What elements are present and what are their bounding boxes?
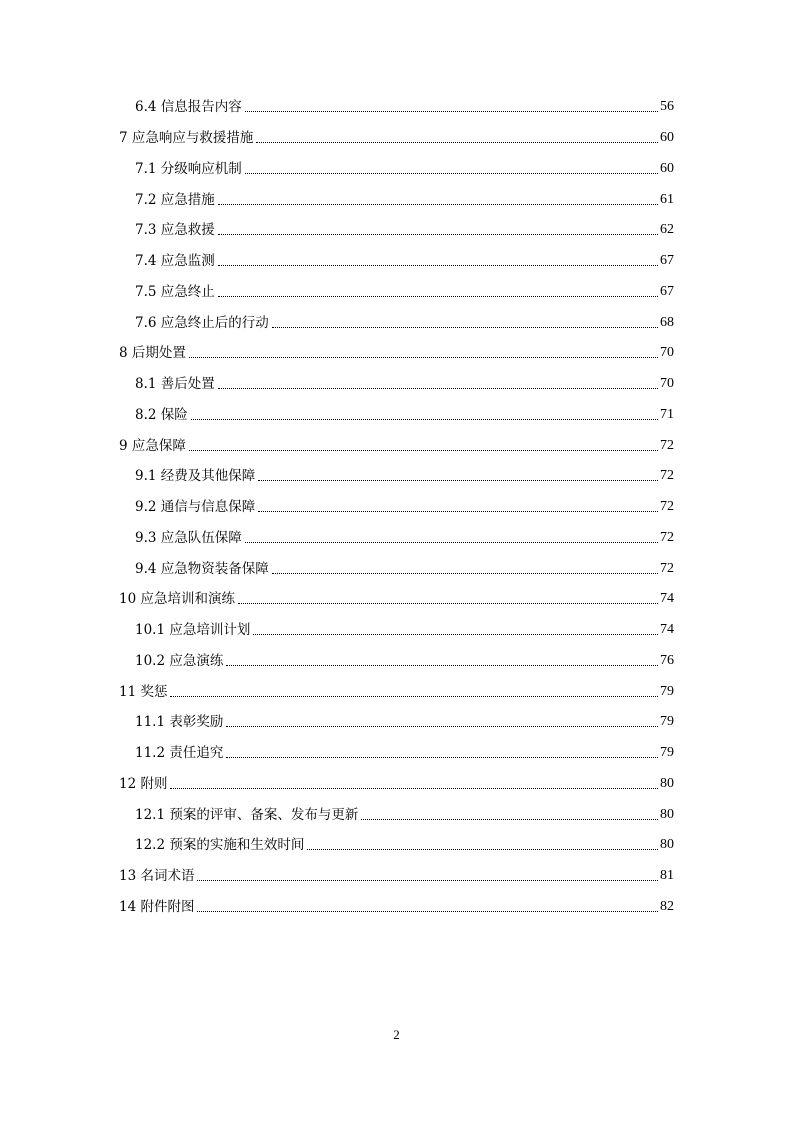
toc-entry-page: 60 bbox=[660, 130, 674, 145]
toc-entry[interactable] bbox=[135, 832, 674, 854]
toc-dot-leader bbox=[197, 911, 658, 912]
toc-dot-leader bbox=[170, 696, 658, 697]
toc-entry[interactable] bbox=[135, 217, 674, 239]
toc-entry-page: 79 bbox=[660, 684, 674, 699]
toc-entry-page: 72 bbox=[660, 438, 674, 453]
toc-entry-page: 70 bbox=[660, 376, 674, 391]
toc-entry[interactable] bbox=[119, 125, 674, 147]
toc-dot-leader bbox=[256, 142, 658, 143]
toc-entry-label: 8 后期处置 bbox=[119, 345, 186, 361]
toc-entry-label: 9.1 经费及其他保障 bbox=[135, 468, 256, 484]
toc-dot-leader bbox=[189, 450, 658, 451]
toc-entry[interactable] bbox=[119, 586, 674, 608]
toc-entry-page: 72 bbox=[660, 561, 674, 576]
toc-entry-label: 9.4 应急物资装备保障 bbox=[135, 561, 269, 577]
toc-entry-page: 74 bbox=[660, 622, 674, 637]
toc-entry-page: 67 bbox=[660, 253, 674, 268]
toc-dot-leader bbox=[245, 542, 658, 543]
toc-entry-label: 12.1 预案的评审、备案、发布与更新 bbox=[135, 807, 359, 823]
toc-entry-page: 60 bbox=[660, 161, 674, 176]
toc-entry-page: 71 bbox=[660, 407, 674, 422]
toc-entry-page: 72 bbox=[660, 468, 674, 483]
toc-entry-label: 7.4 应急监测 bbox=[135, 253, 215, 269]
toc-entry[interactable] bbox=[135, 617, 674, 639]
toc-entry-label: 7.1 分级响应机制 bbox=[135, 161, 242, 177]
page-number: 2 bbox=[393, 1027, 400, 1042]
toc-entry-label: 10 应急培训和演练 bbox=[119, 591, 235, 607]
toc-entry[interactable] bbox=[135, 402, 674, 424]
toc-entry-label: 14 附件附图 bbox=[119, 899, 195, 915]
toc-entry-label: 13 名词术语 bbox=[119, 868, 195, 884]
toc-entry-page: 81 bbox=[660, 868, 674, 883]
toc-entry-label: 8.1 善后处置 bbox=[135, 376, 215, 392]
toc-entry[interactable] bbox=[119, 863, 674, 885]
toc-entry-label: 10.1 应急培训计划 bbox=[135, 622, 251, 638]
toc-entry[interactable] bbox=[119, 433, 674, 455]
toc-dot-leader bbox=[218, 204, 658, 205]
toc-entry[interactable] bbox=[135, 248, 674, 270]
toc-dot-leader bbox=[191, 419, 658, 420]
toc-entry[interactable] bbox=[135, 156, 674, 178]
toc-entry[interactable] bbox=[135, 463, 674, 485]
toc-dot-leader bbox=[218, 265, 658, 266]
toc-entry-page: 82 bbox=[660, 899, 674, 914]
toc-entry[interactable] bbox=[119, 771, 674, 793]
toc-entry-label: 9 应急保障 bbox=[119, 438, 186, 454]
toc-dot-leader bbox=[189, 357, 658, 358]
toc-entry-label: 7.3 应急救援 bbox=[135, 222, 215, 238]
toc-entry[interactable] bbox=[135, 648, 674, 670]
toc-dot-leader bbox=[272, 327, 658, 328]
toc-entry-page: 68 bbox=[660, 315, 674, 330]
toc-dot-leader bbox=[258, 511, 658, 512]
toc-entry-label: 10.2 应急演练 bbox=[135, 653, 224, 669]
toc-dot-leader bbox=[218, 234, 658, 235]
toc-entry-page: 74 bbox=[660, 591, 674, 606]
toc-entry-page: 62 bbox=[660, 222, 674, 237]
toc-entry-page: 56 bbox=[660, 99, 674, 114]
toc-entry[interactable] bbox=[135, 371, 674, 393]
toc-dot-leader bbox=[218, 388, 658, 389]
toc-entry-label: 8.2 保险 bbox=[135, 407, 188, 423]
toc-entry[interactable] bbox=[135, 279, 674, 301]
toc-entry-label: 6.4 信息报告内容 bbox=[135, 99, 242, 115]
toc-entry[interactable] bbox=[135, 525, 674, 547]
toc-entry-page: 72 bbox=[660, 530, 674, 545]
toc-entry-label: 12 附则 bbox=[119, 776, 168, 792]
toc-entry-page: 70 bbox=[660, 345, 674, 360]
toc-dot-leader bbox=[361, 819, 658, 820]
toc-entry-label: 7 应急响应与救援措施 bbox=[119, 130, 254, 146]
toc-entry[interactable] bbox=[135, 709, 674, 731]
toc-dot-leader bbox=[253, 634, 658, 635]
toc-entry-page: 80 bbox=[660, 837, 674, 852]
toc-dot-leader bbox=[245, 173, 658, 174]
toc-dot-leader bbox=[238, 603, 658, 604]
toc-entry-page: 61 bbox=[660, 192, 674, 207]
toc-entry[interactable] bbox=[135, 556, 674, 578]
toc-entry[interactable] bbox=[135, 494, 674, 516]
toc-entry-page: 76 bbox=[660, 653, 674, 668]
toc-entry-page: 79 bbox=[660, 714, 674, 729]
toc-dot-leader bbox=[226, 757, 658, 758]
toc-entry-label: 9.3 应急队伍保障 bbox=[135, 530, 242, 546]
toc-entry-label: 7.2 应急措施 bbox=[135, 192, 215, 208]
toc-dot-leader bbox=[226, 665, 658, 666]
toc-entry[interactable] bbox=[135, 310, 674, 332]
toc-entry-label: 12.2 预案的实施和生效时间 bbox=[135, 837, 305, 853]
toc-dot-leader bbox=[258, 480, 658, 481]
toc-entry[interactable] bbox=[119, 340, 674, 362]
toc-entry-label: 7.6 应急终止后的行动 bbox=[135, 315, 269, 331]
toc-entry-label: 11 奖惩 bbox=[119, 684, 168, 700]
toc-dot-leader bbox=[307, 849, 658, 850]
toc-entry-page: 80 bbox=[660, 807, 674, 822]
toc-entry[interactable] bbox=[135, 187, 674, 209]
toc-dot-leader bbox=[245, 111, 658, 112]
toc-dot-leader bbox=[170, 788, 658, 789]
toc-entry[interactable] bbox=[135, 740, 674, 762]
toc-entry[interactable] bbox=[135, 802, 674, 824]
toc-entry-page: 67 bbox=[660, 284, 674, 299]
toc-entry[interactable] bbox=[135, 94, 674, 116]
toc-entry[interactable] bbox=[119, 679, 674, 701]
toc-entry-label: 11.2 责任追究 bbox=[135, 745, 224, 761]
toc-entry-label: 11.1 表彰奖励 bbox=[135, 714, 224, 730]
toc-entry-page: 80 bbox=[660, 776, 674, 791]
toc-entry-page: 72 bbox=[660, 499, 674, 514]
toc-dot-leader bbox=[197, 880, 658, 881]
toc-entry-label: 9.2 通信与信息保障 bbox=[135, 499, 256, 515]
toc-entry-label: 7.5 应急终止 bbox=[135, 284, 215, 300]
toc-dot-leader bbox=[218, 296, 658, 297]
toc-dot-leader bbox=[226, 726, 658, 727]
toc-entry-page: 79 bbox=[660, 745, 674, 760]
toc-dot-leader bbox=[272, 573, 658, 574]
toc-entry[interactable] bbox=[119, 894, 674, 916]
